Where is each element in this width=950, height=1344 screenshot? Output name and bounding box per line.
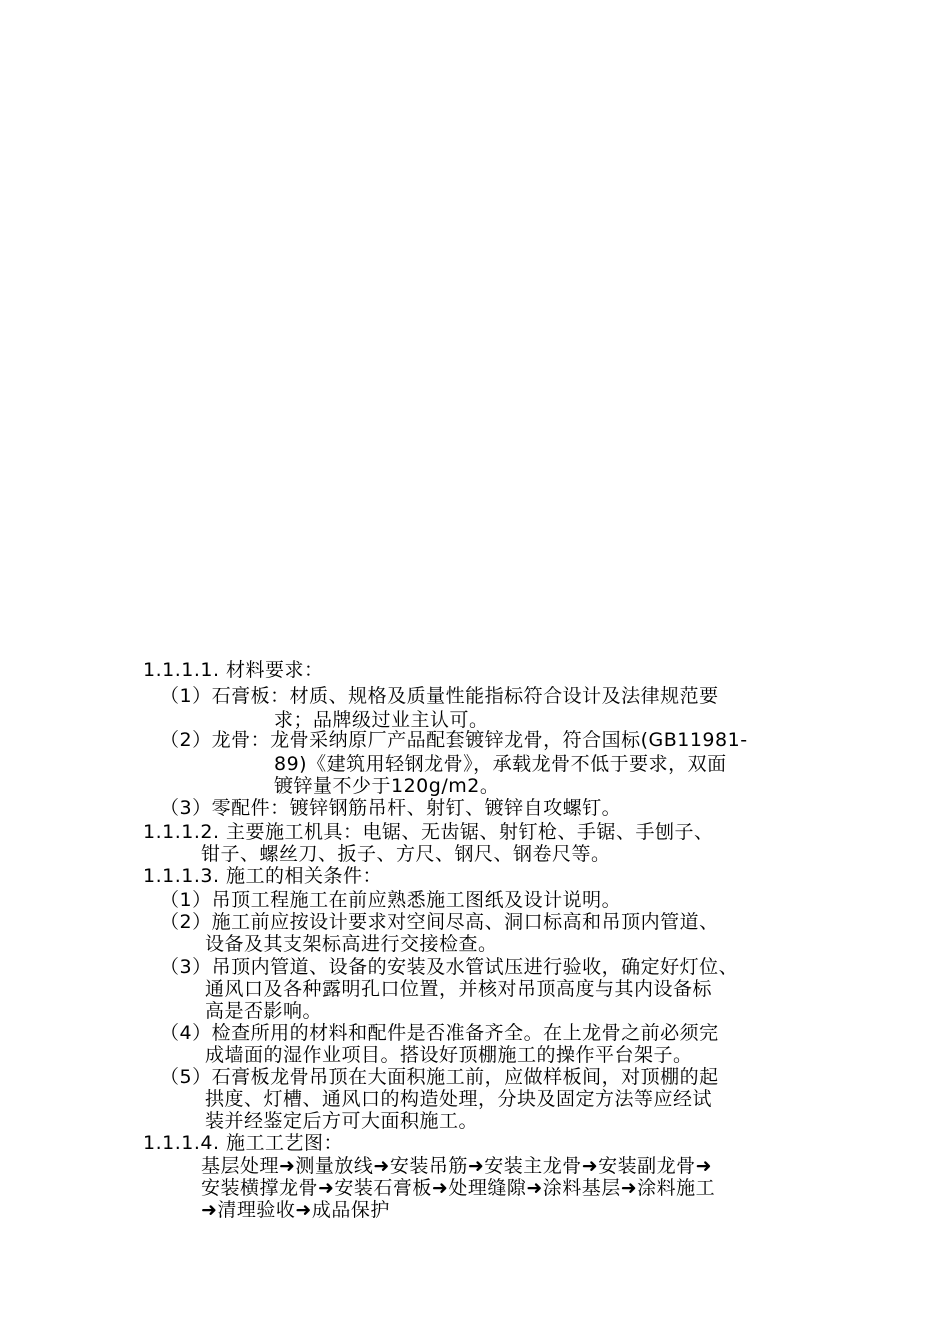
section-heading-conditions: 1.1.1.3. 施工的相关条件：	[143, 865, 383, 887]
section-heading-process: 1.1.1.4. 施工工艺图：	[143, 1132, 344, 1154]
condition-3-line1: （3）吊顶内管道、设备的安装及水管试压进行验收，确定好灯位、	[160, 956, 739, 978]
item-fittings: （3）零配件：镀锌钢筋吊杆、射钉、镀锌自攻螺钉。	[160, 797, 622, 819]
item-gypsum-line1: （1）石膏板：材质、规格及质量性能指标符合设计及法律规范要	[160, 685, 719, 707]
process-flow-line2: 安装横撑龙骨➜安装石膏板➜处理缝隙➜涂料基层➜涂料施工	[201, 1177, 716, 1199]
section-heading-tools: 1.1.1.2. 主要施工机具：电锯、无齿锯、射钉枪、手锯、手刨子、	[143, 821, 714, 843]
process-flow-line3: ➜清理验收➜成品保护	[201, 1199, 390, 1221]
process-flow-line1: 基层处理➜测量放线➜安装吊筋➜安装主龙骨➜安装副龙骨➜	[201, 1155, 713, 1177]
condition-1: （1）吊顶工程施工在前应熟悉施工图纸及设计说明。	[160, 889, 622, 911]
condition-5-line2: 拱度、灯槽、通风口的构造处理，分块及固定方法等应经试	[205, 1088, 713, 1110]
condition-4-line1: （4）检查所用的材料和配件是否准备齐全。在上龙骨之前必须完	[160, 1022, 719, 1044]
condition-4-line2: 成墙面的湿作业项目。搭设好顶棚施工的操作平台架子。	[205, 1044, 693, 1066]
item-gypsum-line2: 求；品牌级过业主认可。	[274, 709, 489, 731]
item-keel-line2: 89)《建筑用轻钢龙骨》，承载龙骨不低于要求，双面	[274, 753, 727, 775]
item-keel-line1: （2）龙骨：龙骨采纳原厂产品配套镀锌龙骨，符合国标(GB11981-	[160, 729, 748, 751]
condition-5-line3: 装并经鉴定后方可大面积施工。	[205, 1110, 479, 1132]
condition-3-line2: 通风口及各种露明孔口位置，并核对吊顶高度与其内设备标	[205, 978, 713, 1000]
condition-2-line2: 设备及其支架标高进行交接检查。	[205, 933, 498, 955]
item-keel-line3: 镀锌量不少于120g/m2。	[274, 775, 500, 797]
condition-2-line1: （2）施工前应按设计要求对空间尽高、洞口标高和吊顶内管道、	[160, 911, 719, 933]
section-heading-material: 1.1.1.1. 材料要求：	[143, 659, 324, 681]
condition-3-line3: 高是否影响。	[205, 1000, 323, 1022]
tools-continuation: 钳子、螺丝刀、扳子、方尺、钢尺、钢卷尺等。	[201, 843, 611, 865]
condition-5-line1: （5）石膏板龙骨吊顶在大面积施工前，应做样板间，对顶棚的起	[160, 1066, 719, 1088]
